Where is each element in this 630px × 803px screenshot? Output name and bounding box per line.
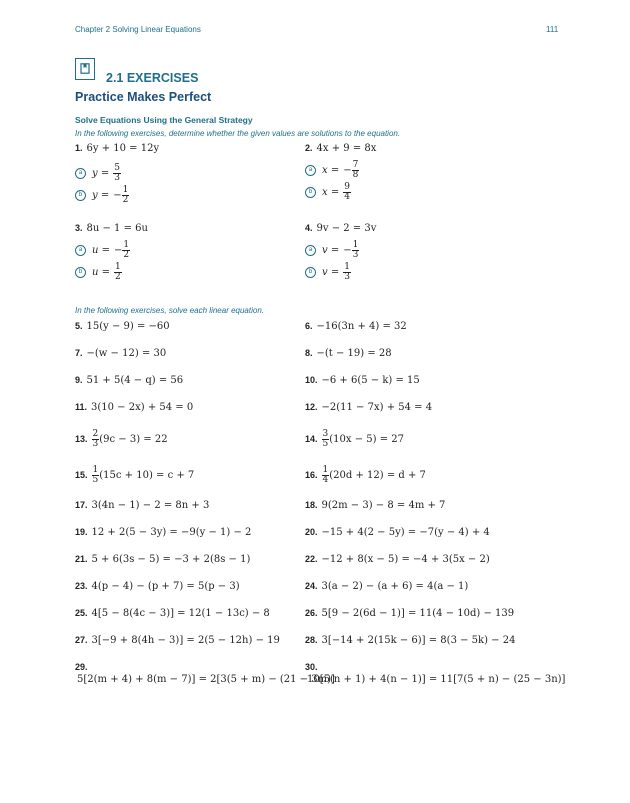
exercise-18: 18. 9(2m − 3) − 8 = 4m + 7 [305, 500, 446, 511]
fraction: $\frac{3}{5}$ [322, 429, 329, 450]
exercise-30-number: 30. [305, 662, 318, 672]
exercise-11: 11. 3(10 − 2x) + 54 = 0 [75, 402, 194, 413]
exercise-9: 9. 51 + 5(4 − q) = 56 [75, 375, 184, 386]
fraction: $\frac{1}{3}$ [344, 262, 350, 283]
exercise-17: 17. 3(4n − 1) − 2 = 8n + 3 [75, 500, 210, 511]
exercise-20: 20. −15 + 4(2 − 5y) = −7(y − 4) + 4 [305, 527, 490, 538]
exercise-24: 24. 3(a − 2) − (a + 6) = 4(a − 1) [305, 581, 469, 592]
fraction: $\frac{9}{4}$ [344, 182, 350, 203]
part-a-badge: a [305, 245, 316, 256]
fraction: $\frac{2}{3}$ [92, 429, 99, 450]
exercise-7: 7. −(w − 12) = 30 [75, 348, 167, 359]
exercise-4b: b v = $\frac{1}{3}$ [305, 263, 351, 283]
part-b-badge: b [305, 187, 316, 198]
part-b-badge: b [75, 267, 86, 278]
part-a-badge: a [305, 165, 316, 176]
exercise-23: 23. 4(p − 4) − (p + 7) = 5(p − 3) [75, 581, 240, 592]
exercise-29: 5[2(m + 4) + 8(m − 7)] = 2[3(5 + m) − (21 − 3m)] [77, 674, 335, 685]
exercise-5: 5. 15(y − 9) = −60 [75, 321, 170, 332]
exercise-3: 3. 8u − 1 = 6u [75, 223, 148, 234]
exercise-21: 21. 5 + 6(3s − 5) = −3 + 2(8s − 1) [75, 554, 251, 565]
exercise-1: 1. 6y + 10 = 12y [75, 143, 160, 154]
fraction: $\frac{1}{4}$ [322, 465, 329, 486]
part-b-badge: b [75, 190, 86, 201]
page-number: 111 [546, 25, 559, 34]
exercise-2: 2. 4x + 9 = 8x [305, 143, 377, 154]
exercise-1b: b y = − $\frac{1}{2}$ [75, 186, 129, 206]
fraction: $\frac{7}{8}$ [352, 160, 359, 181]
exercise-10: 10. −6 + 6(5 − k) = 15 [305, 375, 420, 386]
exercise-25: 25. 4[5 − 8(4c − 3)] = 12(1 − 13c) − 8 [75, 608, 270, 619]
exercise-22: 22. −12 + 8(x − 5) = −4 + 3(5x − 2) [305, 554, 490, 565]
exercise-1a: a y = $\frac{5}{3}$ [75, 164, 121, 184]
exercise-16: 16. $\frac{1}{4}$ (20d + 12) = d + 7 [305, 465, 426, 486]
exercise-12: 12. −2(11 − 7x) + 54 = 4 [305, 402, 433, 413]
exercise-30: 10[5(n + 1) + 4(n − 1)] = 11[7(5 + n) − (25 − 3n)] [307, 674, 566, 685]
running-head: Chapter 2 Solving Linear Equations [75, 25, 201, 34]
exercise-8: 8. −(t − 19) = 28 [305, 348, 392, 359]
fraction: $\frac{1}{2}$ [122, 185, 129, 206]
part-a-badge: a [75, 245, 86, 256]
fraction: $\frac{1}{2}$ [123, 240, 130, 261]
section-title: 2.1 EXERCISES [106, 71, 199, 85]
exercise-4: 4. 9v − 2 = 3v [305, 223, 377, 234]
exercise-6: 6. −16(3n + 4) = 32 [305, 321, 407, 332]
part-a-badge: a [75, 168, 86, 179]
fraction: $\frac{1}{3}$ [352, 240, 359, 261]
subsection-heading: Solve Equations Using the General Strategy [75, 115, 253, 125]
exercise-4a: a v = − $\frac{1}{3}$ [305, 241, 359, 261]
exercise-3a: a u = − $\frac{1}{2}$ [75, 241, 130, 261]
fraction: $\frac{1}{2}$ [115, 262, 121, 283]
exercise-26: 26. 5[9 − 2(6d − 1)] = 11(4 − 10d) − 139 [305, 608, 515, 619]
instruction: In the following exercises, solve each linear equation. [75, 306, 264, 315]
part-b-badge: b [305, 267, 316, 278]
exercise-3b: b u = $\frac{1}{2}$ [75, 263, 122, 283]
exercise-2a: a x = − $\frac{7}{8}$ [305, 161, 359, 181]
exercise-15: 15. $\frac{1}{5}$ (15c + 10) = c + 7 [75, 465, 195, 486]
section-subtitle: Practice Makes Perfect [75, 90, 212, 104]
exercise-27: 27. 3[−9 + 8(4h − 3)] = 2(5 − 12h) − 19 [75, 635, 280, 646]
exercise-13: 13. $\frac{2}{3}$ (9c − 3) = 22 [75, 429, 168, 450]
exercise-2b: b x = $\frac{9}{4}$ [305, 183, 351, 203]
exercise-29-number: 29. [75, 662, 88, 672]
book-icon [75, 58, 95, 80]
exercise-28: 28. 3[−14 + 2(15k − 6)] = 8(3 − 5k) − 24 [305, 635, 516, 646]
fraction: $\frac{5}{3}$ [114, 163, 120, 184]
exercise-14: 14. $\frac{3}{5}$ (10x − 5) = 27 [305, 429, 404, 450]
exercise-19: 19. 12 + 2(5 − 3y) = −9(y − 1) − 2 [75, 527, 252, 538]
instruction: In the following exercises, determine whether the given values are solutions to the equation. [75, 129, 401, 138]
fraction: $\frac{1}{5}$ [92, 465, 99, 486]
